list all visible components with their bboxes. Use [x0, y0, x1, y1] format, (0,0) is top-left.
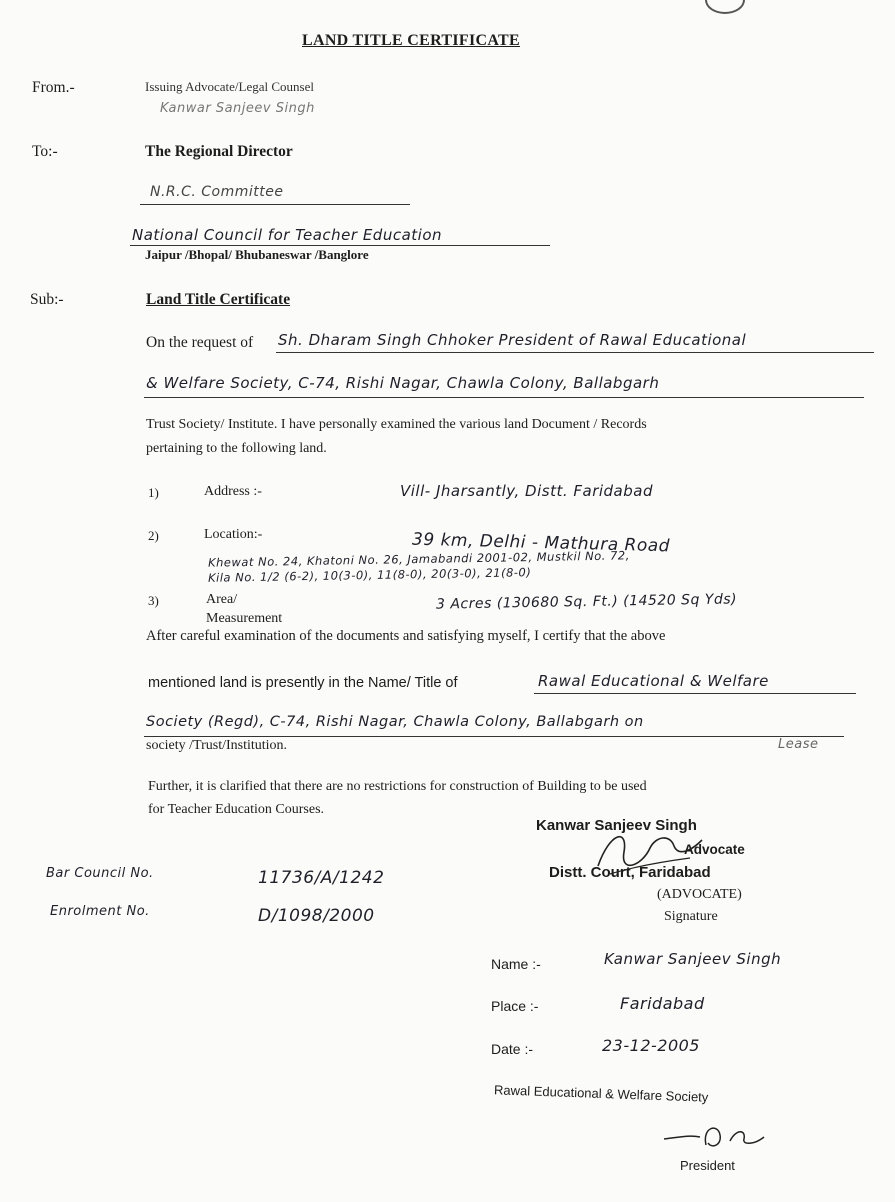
item2-number: 2): [148, 528, 159, 543]
khewat-line1: Khewat No. 24, Khatoni No. 26, Jamabandi 2001-02, Mustkil No. 72,: [207, 548, 630, 570]
stamp-role: Advocate: [684, 842, 745, 857]
to-label: To:-: [32, 143, 58, 160]
request-hand2: & Welfare Society, C-74, Rishi Nagar, Chawla Colony, Ballabgarh: [146, 374, 660, 392]
from-line2: Kanwar Sanjeev Singh: [160, 101, 315, 116]
date-value: 23-12-2005: [602, 1036, 700, 1055]
request-rule1: [276, 352, 874, 353]
khewat-line2: Kila No. 1/2 (6-2), 10(3-0), 11(8-0), 20(3-0), 21(8-0): [207, 565, 532, 585]
corner-mark: [705, 0, 745, 14]
president-signature-mark: [660, 1115, 770, 1155]
sub-heading: Land Title Certificate: [146, 291, 291, 308]
area-label1: Area/: [206, 592, 238, 607]
from-line1: Issuing Advocate/Legal Counsel: [145, 79, 314, 94]
request-prefix: On the request of: [146, 334, 254, 351]
area-value: 3 Acres (130680 Sq. Ft.) (14520 Sq Yds): [435, 591, 738, 613]
name-label: Name :-: [491, 956, 541, 972]
to-line4: Jaipur /Bhopal/ Bhubaneswar /Banglore: [145, 247, 369, 262]
stamp-name: Kanwar Sanjeev Singh: [536, 817, 697, 834]
place-value: Faridabad: [620, 994, 705, 1013]
signature-label: Signature: [664, 909, 718, 924]
location-value: 39 km, Delhi - Mathura Road: [411, 529, 671, 557]
certify-rule3: [144, 736, 844, 737]
stamp-advocate: (ADVOCATE): [657, 887, 742, 902]
advocate-signature-mark: [590, 822, 710, 882]
from-label: From.-: [32, 79, 75, 96]
address-value: Vill- Jharsantly, Distt. Faridabad: [400, 482, 653, 500]
name-value: Kanwar Sanjeev Singh: [604, 950, 782, 968]
trust-line: Trust Society/ Institute. I have personally examined the various land Document / Records: [146, 417, 647, 432]
item1-number: 1): [148, 485, 159, 500]
enrolment-label: Enrolment No.: [50, 904, 150, 919]
certify-lease: Lease: [778, 737, 819, 752]
document-title: LAND TITLE CERTIFICATE: [302, 32, 520, 49]
area-label2: Measurement: [206, 611, 283, 626]
date-label: Date :-: [491, 1041, 534, 1057]
bar-council-label: Bar Council No.: [46, 866, 154, 881]
stamp-court: Distt. Court, Faridabad: [549, 864, 711, 881]
further-line1: Further, it is clarified that there are no restrictions for construction of Building to be used: [148, 779, 647, 794]
enrolment-value: D/1098/2000: [258, 906, 375, 926]
certify-line1: After careful examination of the documents and satisfying myself, I certify that the above: [146, 628, 666, 644]
certify-line2-hand: Rawal Educational & Welfare: [538, 672, 769, 690]
address-label: Address :-: [204, 484, 262, 499]
certify-line2-prefix: mentioned land is presently in the Name/ Title of: [148, 675, 458, 691]
to-line3: National Council for Teacher Education: [132, 226, 443, 244]
pertaining-line: pertaining to the following land.: [146, 441, 327, 456]
to-line1: The Regional Director: [145, 143, 293, 160]
society-stamp-line: Rawal Educational & Welfare Society: [493, 1082, 709, 1105]
bar-council-value: 11736/A/1242: [258, 868, 385, 888]
certify-rule2: [534, 693, 856, 694]
certify-line4: society /Trust/Institution.: [146, 738, 288, 753]
request-hand1: Sh. Dharam Singh Chhoker President of Rawal Educational: [278, 331, 747, 349]
to-line2-rule: [140, 204, 410, 205]
to-line3-rule: [130, 245, 550, 246]
sub-label: Sub:-: [30, 291, 64, 308]
location-label: Location:-: [204, 527, 263, 542]
certify-line3-hand: Society (Regd), C-74, Rishi Nagar, Chawla Colony, Ballabgarh on: [146, 714, 644, 730]
to-line2: N.R.C. Committee: [150, 184, 284, 200]
item3-number: 3): [148, 593, 159, 608]
request-rule2: [144, 397, 864, 398]
place-label: Place :-: [491, 998, 539, 1014]
further-line2: for Teacher Education Courses.: [148, 802, 325, 817]
president-label: President: [680, 1158, 735, 1173]
